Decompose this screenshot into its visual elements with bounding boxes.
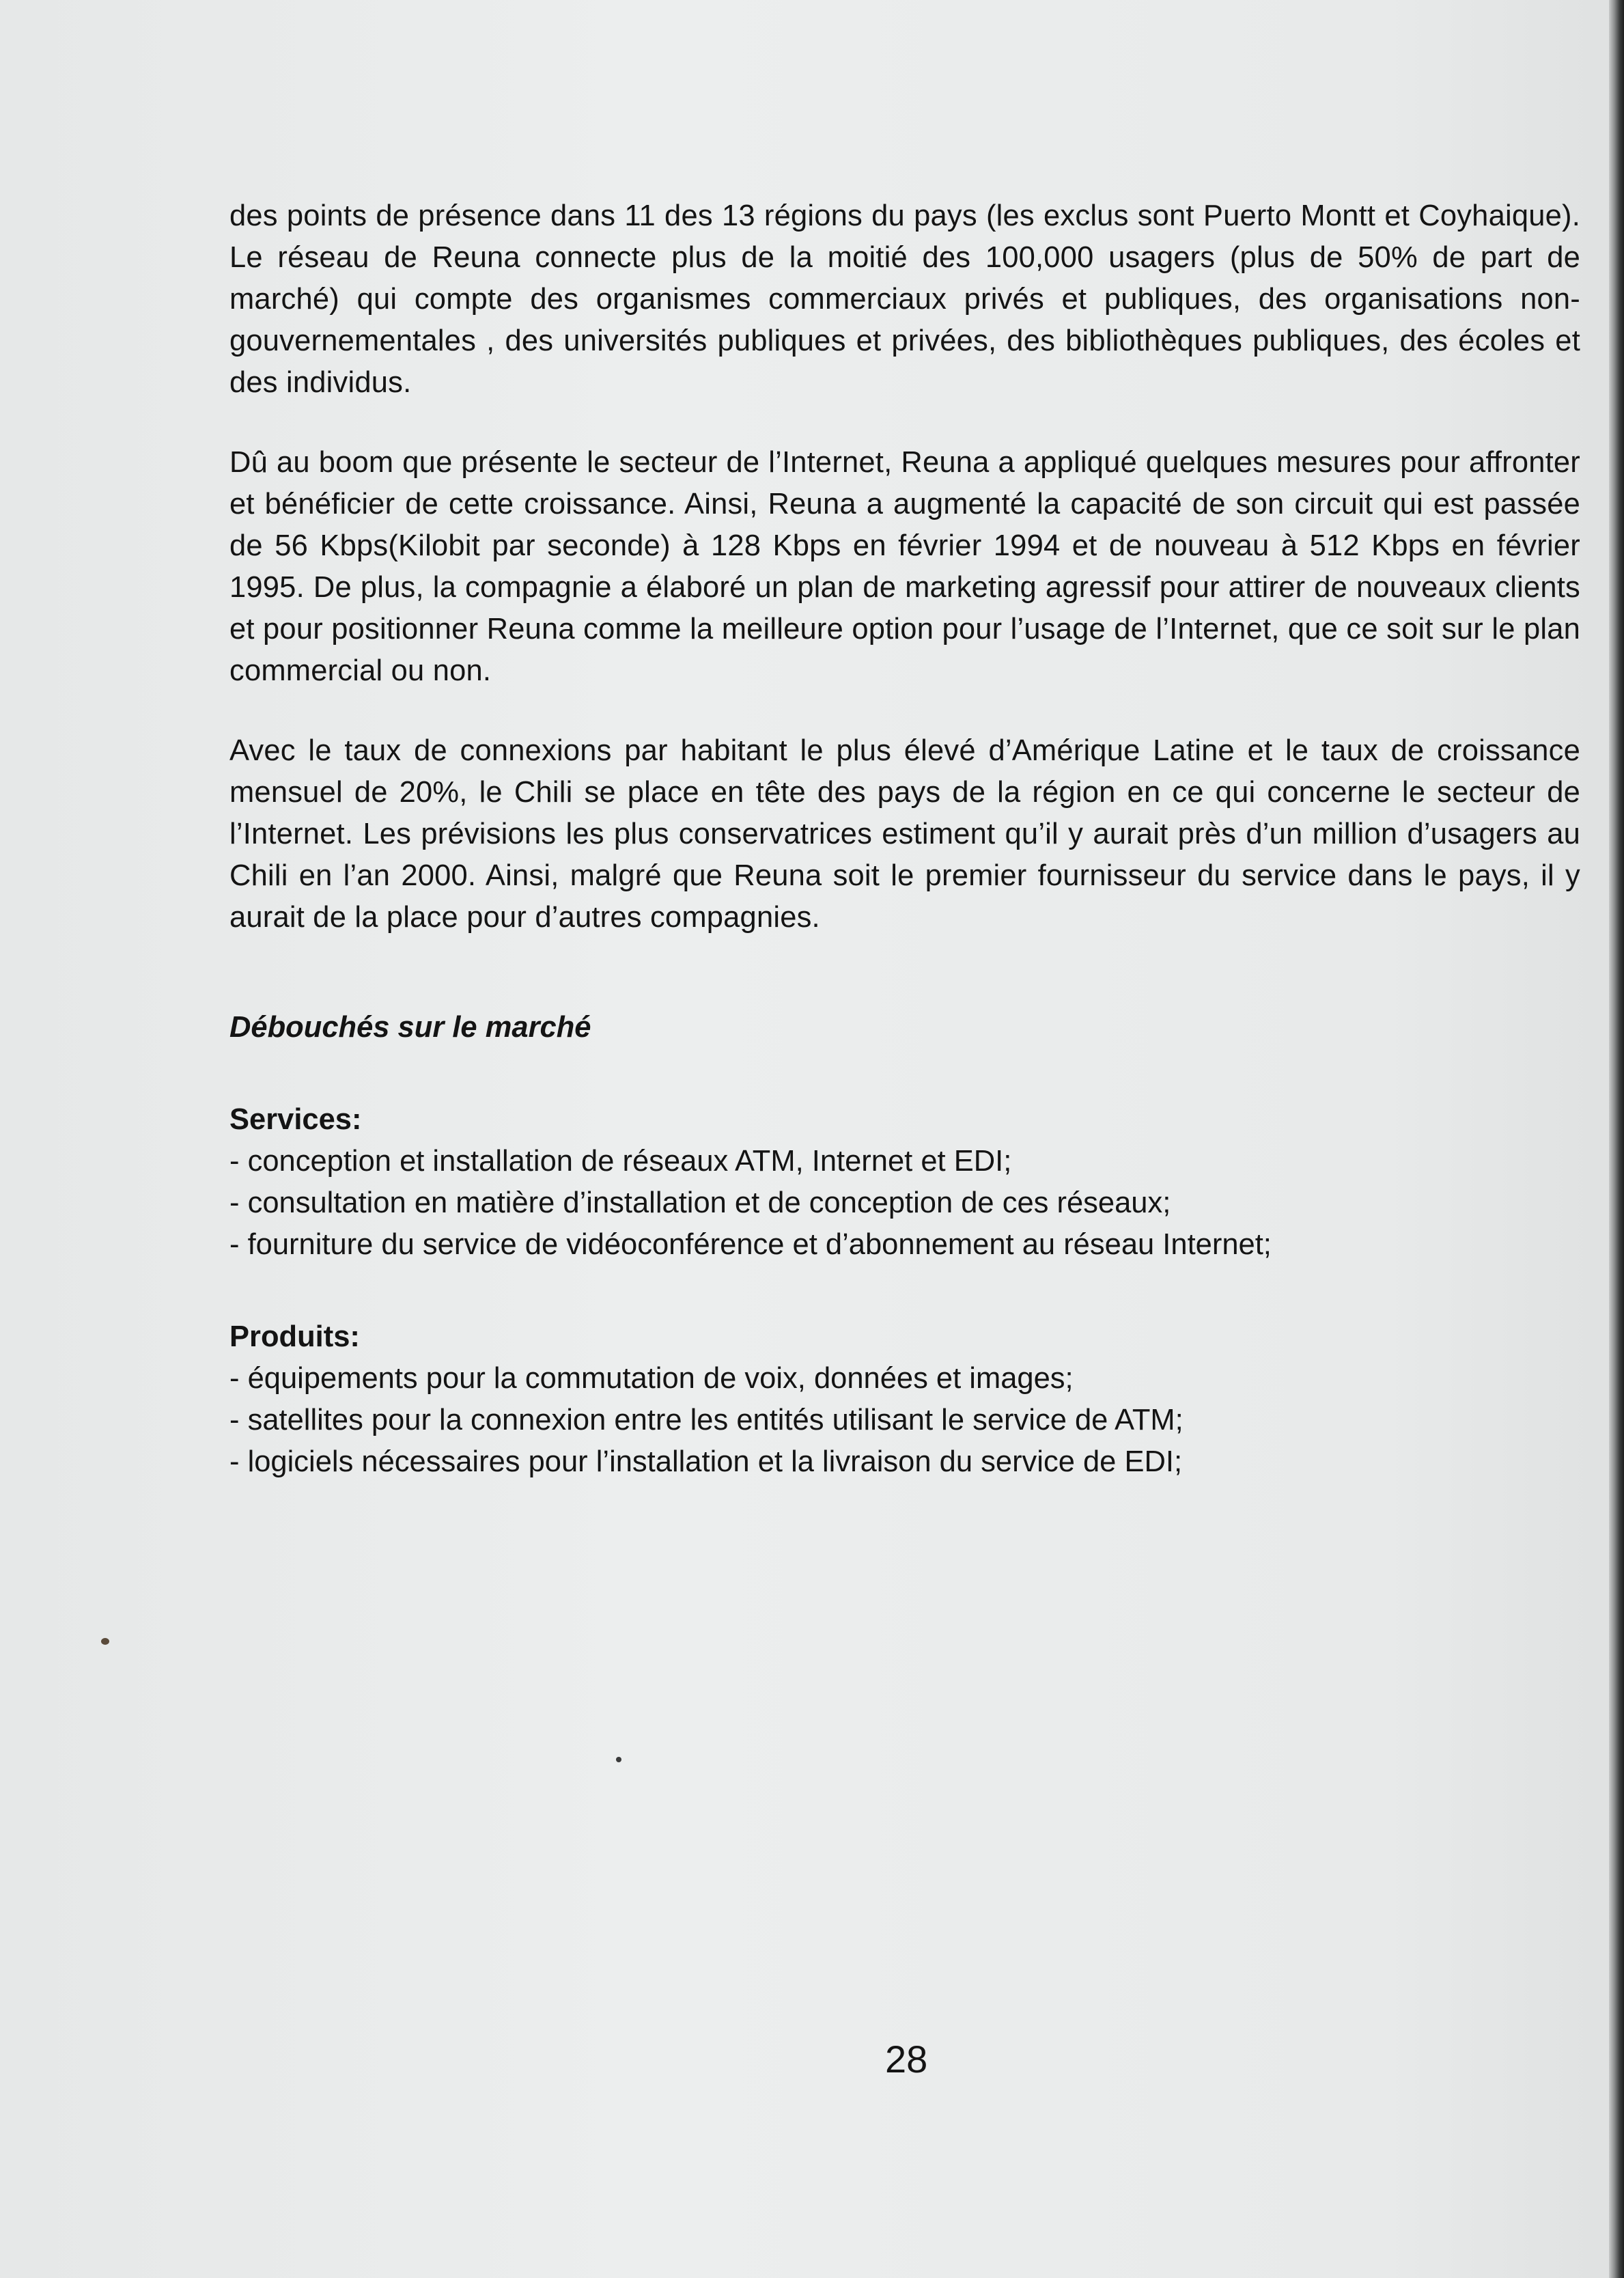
page-edge-shadow: [1609, 0, 1624, 2278]
produits-heading: Produits:: [229, 1320, 360, 1353]
list-item: - équipements pour la commutation de voix, données et images;: [229, 1358, 1580, 1400]
page-number: 28: [885, 2038, 928, 2081]
list-item: - conception et installation de réseaux ATM, Internet et EDI;: [229, 1141, 1580, 1182]
list-item: - logiciels nécessaires pour l’installation et la livraison du service de EDI;: [229, 1441, 1580, 1483]
paper-speck: [616, 1757, 621, 1762]
paper-speck: [101, 1638, 109, 1645]
list-item: - satellites pour la connexion entre les entités utilisant le service de ATM;: [229, 1400, 1580, 1441]
list-item: - fourniture du service de vidéoconférence et d’abonnement au réseau Internet;: [229, 1224, 1580, 1266]
services-list: [229, 1141, 1580, 1266]
paragraph-chile-growth: Avec le taux de connexions par habitant le plus élevé d’Amérique Latine et le taux de croissance mensuel de 20%, le Chili se place en tête des pays de la région en ce qui concerne le secteur de l’Internet. Les prévisions les plus conservatrices estiment qu’il y aurait près d’un million d’usagers au Chili en l’an 2000. Ainsi, malgré que Reuna soit le premier fournisseur du service dans le pays, il y aurait de la place pour d’autres compagnies.: [229, 734, 1580, 934]
produits-list: [229, 1358, 1580, 1483]
services-heading: Services:: [229, 1103, 362, 1136]
list-item: - consultation en matière d’installation et de conception de ces réseaux;: [229, 1182, 1580, 1224]
paragraph-internet-boom: Dû au boom que présente le secteur de l’Internet, Reuna a appliqué quelques mesures pour affronter et bénéficier de cette croissance. Ainsi, Reuna a augmenté la capacité de son circuit qui est passée de 56 Kbps(Kilobit par seconde) à 128 Kbps en février 1994 et de nouveau à 512 Kbps en février 1995. De plus, la compagnie a élaboré un plan de marketing agressif pour attirer de nouveaux clients et pour positionner Reuna comme la meilleure option pour l’usage de l’Internet, que ce soit sur le plan commercial ou non.: [229, 446, 1580, 687]
page-content: [229, 195, 1580, 1533]
section-title-debouches: Débouchés sur le marché: [229, 1011, 591, 1044]
paragraph-reuna-coverage: des points de présence dans 11 des 13 régions du pays (les exclus sont Puerto Montt et Coyhaique). Le réseau de Reuna connecte plus de la moitié des 100,000 usagers (plus de 50% de part de marché) qui compte des organismes commerciaux privés et publiques, des organisations non-gouvernementales , des universités publiques et privées, des bibliothèques publiques, des écoles et des individus.: [229, 199, 1580, 399]
